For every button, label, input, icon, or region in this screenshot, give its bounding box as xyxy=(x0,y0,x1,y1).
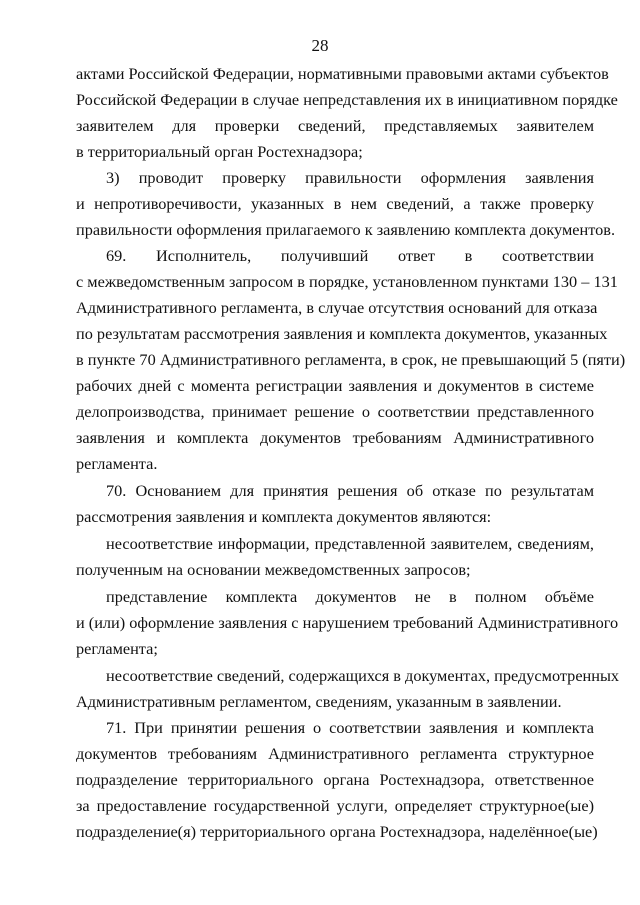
text-line: заявления и комплекта документов требованиям Административного xyxy=(76,428,594,447)
text-line: 70. Основанием для принятия решения об отказе по результатам xyxy=(106,481,594,500)
text-line: по результатам рассмотрения заявления и комплекта документов, указанных xyxy=(76,324,608,343)
text-line: в пункте 70 Административного регламента, в срок, не превышающий 5 (пяти) xyxy=(76,350,626,369)
page-number: 28 xyxy=(311,36,329,55)
text-line: 3) проводит проверку правильности оформления заявления xyxy=(106,168,594,187)
text-line: 69. Исполнитель, получивший ответ в соответствии xyxy=(106,246,594,265)
text-line: с межведомственным запросом в порядке, установленном пунктами 130 – 131 xyxy=(76,272,618,291)
text-line: документов требованиям Административного регламента структурное xyxy=(76,744,594,763)
text-line: Российской Федерации в случае непредставления их в инициативном порядке xyxy=(76,90,618,109)
text-line: полученным на основании межведомственных запросов; xyxy=(76,560,471,579)
text-line: регламента. xyxy=(76,454,158,473)
text-line: рассмотрения заявления и комплекта документов являются: xyxy=(76,507,492,526)
text-line: представление комплекта документов не в полном объёме xyxy=(106,587,594,606)
text-line: Административным регламентом, сведениям, указанным в заявлении. xyxy=(76,692,562,711)
text-line: за предоставление государственной услуги, определяет структурное(ые) xyxy=(76,796,594,815)
text-line: регламента; xyxy=(76,639,158,658)
text-line: несоответствие сведений, содержащихся в документах, предусмотренных xyxy=(106,666,620,685)
text-line: заявителем для проверки сведений, представляемых заявителем xyxy=(76,116,594,135)
text-line: 71. При принятии решения о соответствии заявления и комплекта xyxy=(106,718,594,737)
text-line: в территориальный орган Ростехнадзора; xyxy=(76,142,363,161)
text-line: актами Российской Федерации, нормативными правовыми актами субъектов xyxy=(76,64,609,83)
text-line: подразделение территориального органа Ростехнадзора, ответственное xyxy=(76,770,594,789)
text-line: делопроизводства, принимает решение о соответствии представленного xyxy=(76,402,594,421)
text-line: правильности оформления прилагаемого к заявлению комплекта документов. xyxy=(76,220,616,239)
text-line: Административного регламента, в случае отсутствия оснований для отказа xyxy=(76,298,598,317)
text-line: несоответствие информации, представленной заявителем, сведениям, xyxy=(106,534,594,553)
text-line: и (или) оформление заявления с нарушением требований Административного xyxy=(76,613,619,632)
text-line: рабочих дней с момента регистрации заявления и документов в системе xyxy=(76,376,594,395)
text-line: подразделение(я) территориального органа Ростехнадзора, наделённое(ые) xyxy=(76,822,598,841)
text-line: и непротиворечивости, указанных в нем сведений, а также проверку xyxy=(76,194,594,213)
